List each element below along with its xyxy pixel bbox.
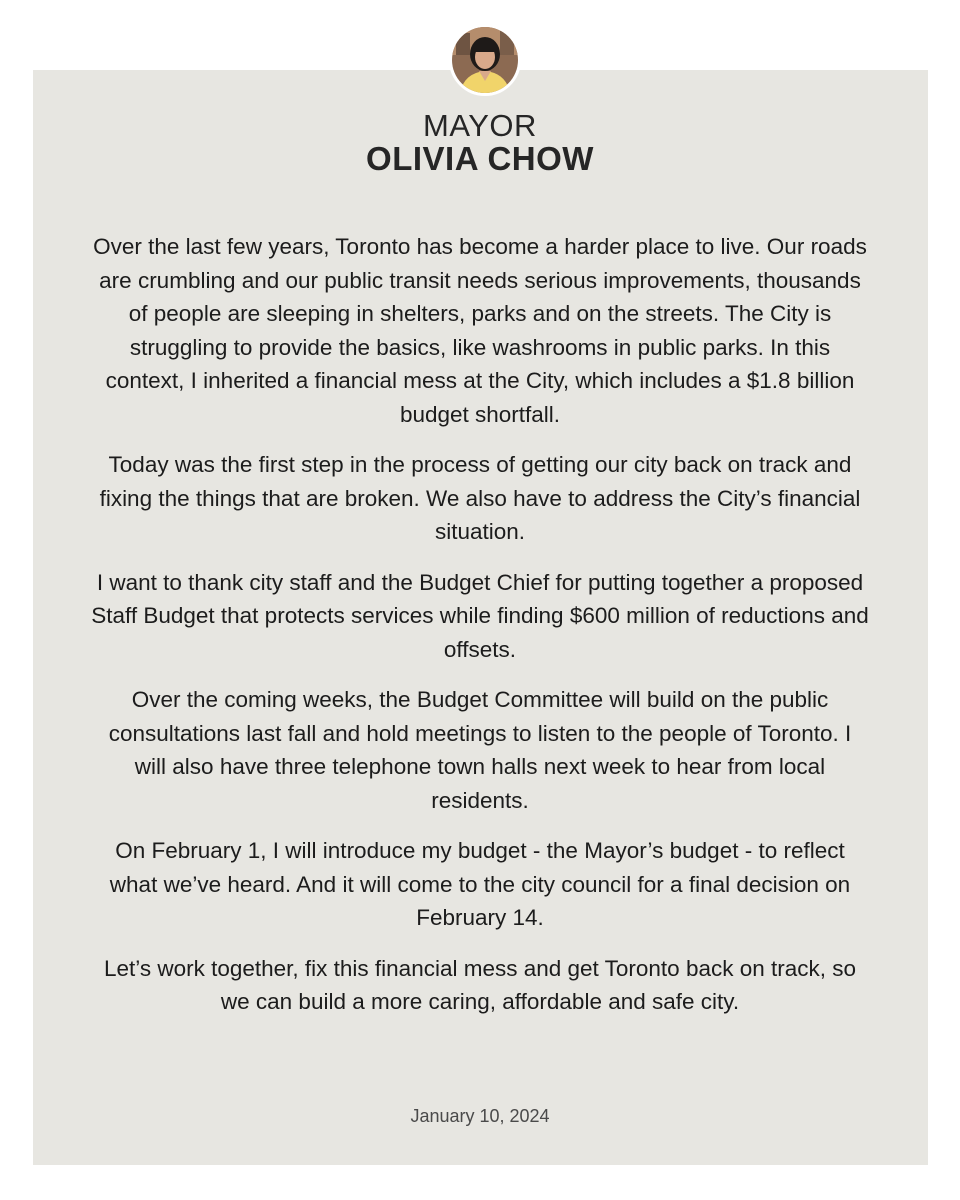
mayor-avatar: [449, 24, 521, 96]
paragraph-6: Let’s work together, fix this financial mess and get Toronto back on track, so we can build a more caring, affordable and safe city.: [103, 955, 857, 1014]
title-name: OLIVIA CHOW: [366, 140, 594, 177]
paragraph-1: Over the last few years, Toronto has become a harder place to live. Our roads are crumbling and our public transit needs serious improvements, thousands of people are sleeping in shelters, parks and on the streets. The City is struggling to provide the basics, like washrooms in public parks. In this context, I inherited a financial mess at the City, which includes a $1.8 billion budget shortfall.: [93, 234, 867, 427]
statement-body: [90, 230, 870, 1036]
portrait-image: [452, 27, 518, 93]
paragraph-3: I want to thank city staff and the Budget Chief for putting together a proposed Staff Budget that protects services while finding $600 million of reductions and offsets.: [91, 569, 869, 662]
title-mayor: MAYOR: [423, 108, 537, 143]
paragraph-5: On February 1, I will introduce my budget - the Mayor’s budget - to reflect what we’ve heard. And it will come to the city council for a final decision on February 14.: [109, 838, 851, 930]
paragraph-4: Over the coming weeks, the Budget Committee will build on the public consultations last fall and hold meetings to listen to the people of Toronto. I will also have three telephone town halls next week to hear from local residents.: [108, 687, 852, 813]
paragraph-2: Today was the first step in the process of getting our city back on track and fixing the things that are broken. We also have to address the City’s financial situation.: [99, 452, 861, 544]
statement-date: January 10, 2024: [410, 1106, 550, 1126]
